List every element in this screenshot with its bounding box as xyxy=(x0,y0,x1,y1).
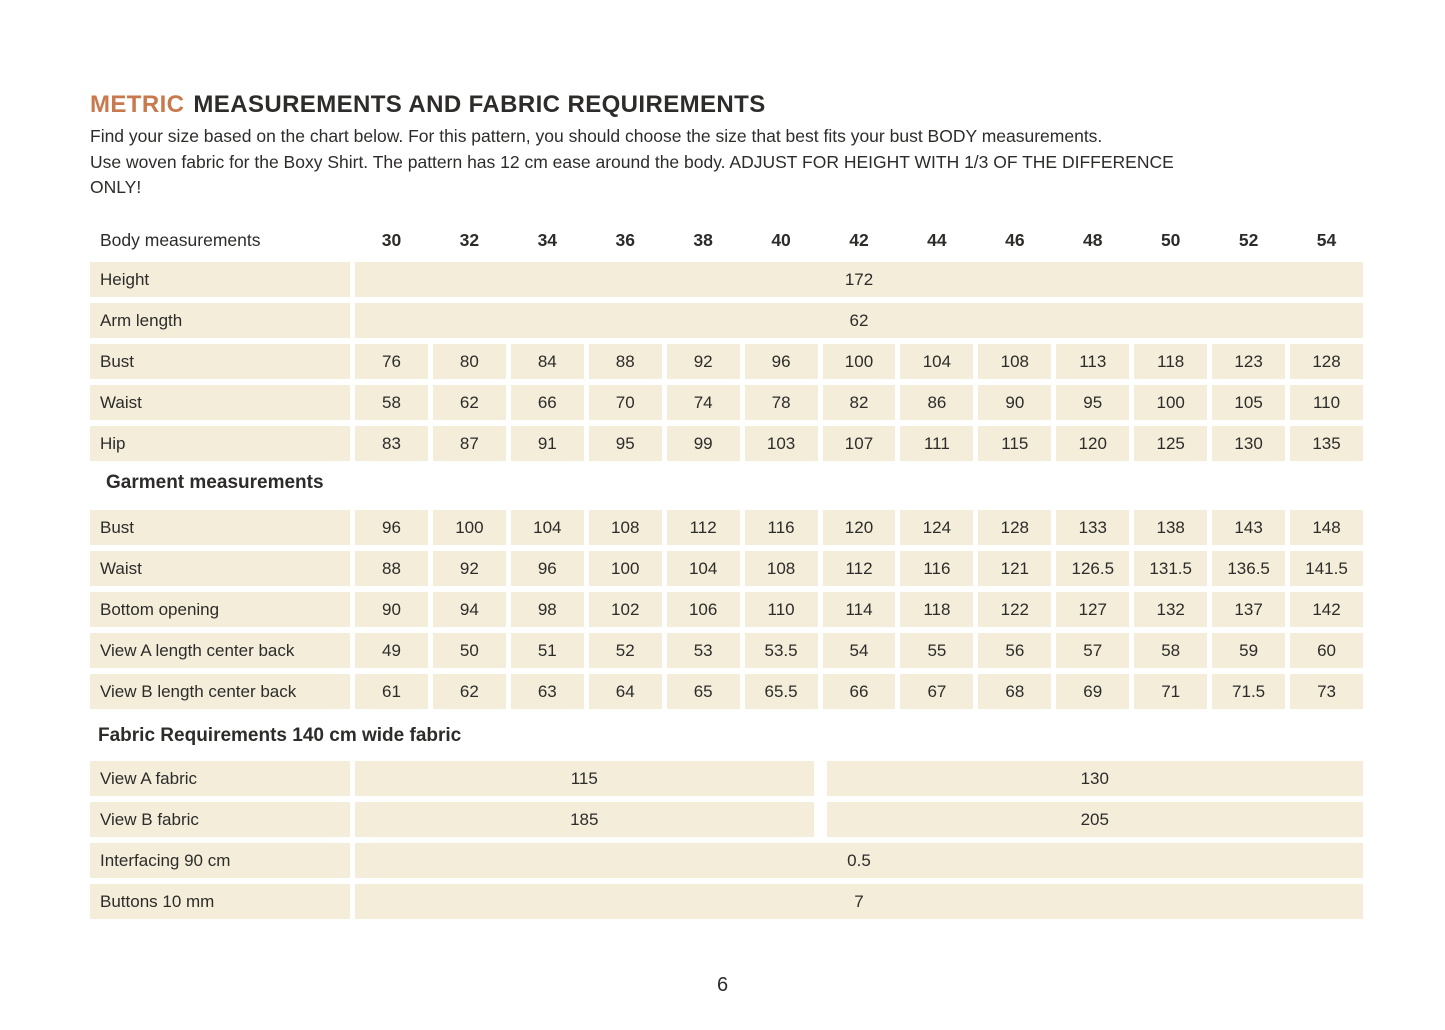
value-cell: 130 xyxy=(1212,426,1285,461)
header-label: Body measurements xyxy=(100,229,261,250)
merged-value-cell: 7 xyxy=(355,884,1363,919)
value-cell: 104 xyxy=(667,551,740,586)
value-cell: 148 xyxy=(1290,510,1363,545)
value-cell: 108 xyxy=(978,344,1051,379)
intro-paragraph xyxy=(90,124,1380,201)
value-cell: 102 xyxy=(589,592,662,627)
value-cell: 142 xyxy=(1290,592,1363,627)
value-cell: 104 xyxy=(900,344,973,379)
value-cell: 58 xyxy=(1134,633,1207,668)
value-cell: 116 xyxy=(745,510,818,545)
value-cell: 143 xyxy=(1212,510,1285,545)
value-cell: 96 xyxy=(511,551,584,586)
value-cell: 65 xyxy=(667,674,740,709)
value-cell: 59 xyxy=(1212,633,1285,668)
value-cell: 141.5 xyxy=(1290,551,1363,586)
merged-value-cell: 0.5 xyxy=(355,843,1363,878)
value-cell: 74 xyxy=(667,385,740,420)
value-cell: 118 xyxy=(1134,344,1207,379)
value-cell: 73 xyxy=(1290,674,1363,709)
value-cell: 63 xyxy=(511,674,584,709)
value-cell: 113 xyxy=(1056,344,1129,379)
value-cell: 118 xyxy=(900,592,973,627)
merged-value-cell: 205 xyxy=(827,802,1363,837)
row-label: View A fabric xyxy=(90,761,350,796)
size-column-header: 36 xyxy=(615,229,635,250)
value-cell: 90 xyxy=(978,385,1051,420)
value-cell: 96 xyxy=(745,344,818,379)
value-cell: 96 xyxy=(355,510,428,545)
value-cell: 92 xyxy=(433,551,506,586)
value-cell: 62 xyxy=(433,674,506,709)
value-cell: 53.5 xyxy=(745,633,818,668)
value-cell: 84 xyxy=(511,344,584,379)
merged-value-cell: 185 xyxy=(355,802,814,837)
value-cell: 110 xyxy=(1290,385,1363,420)
value-cell: 66 xyxy=(511,385,584,420)
value-cell: 135 xyxy=(1290,426,1363,461)
value-cell: 104 xyxy=(511,510,584,545)
value-cell: 111 xyxy=(900,426,973,461)
intro-line: Find your size based on the chart below. For this pattern, you should choose the size that best fits your bust BODY measurements. xyxy=(90,126,1103,146)
value-cell: 71.5 xyxy=(1212,674,1285,709)
row-label: Arm length xyxy=(90,303,350,338)
value-cell: 99 xyxy=(667,426,740,461)
value-cell: 68 xyxy=(978,674,1051,709)
value-cell: 114 xyxy=(823,592,896,627)
size-column-header: 38 xyxy=(693,229,713,250)
row-label: Hip xyxy=(90,426,350,461)
value-cell: 115 xyxy=(978,426,1051,461)
size-column-header: 42 xyxy=(849,229,869,250)
value-cell: 100 xyxy=(823,344,896,379)
merged-value-cell: 130 xyxy=(827,761,1363,796)
value-cell: 108 xyxy=(745,551,818,586)
title-highlight: METRIC xyxy=(90,91,185,118)
value-cell: 87 xyxy=(433,426,506,461)
value-cell: 58 xyxy=(355,385,428,420)
value-cell: 100 xyxy=(589,551,662,586)
size-column-header: 46 xyxy=(1005,229,1025,250)
value-cell: 132 xyxy=(1134,592,1207,627)
row-label: Buttons 10 mm xyxy=(90,884,350,919)
value-cell: 137 xyxy=(1212,592,1285,627)
value-cell: 70 xyxy=(589,385,662,420)
size-column-header: 52 xyxy=(1238,229,1259,250)
value-cell: 49 xyxy=(355,633,428,668)
size-column-header: 48 xyxy=(1083,229,1103,250)
value-cell: 76 xyxy=(355,344,428,379)
value-cell: 126.5 xyxy=(1056,551,1129,586)
value-cell: 116 xyxy=(900,551,973,586)
row-label: Interfacing 90 cm xyxy=(90,843,350,878)
value-cell: 80 xyxy=(433,344,506,379)
value-cell: 100 xyxy=(433,510,506,545)
value-cell: 66 xyxy=(823,674,896,709)
row-label: Height xyxy=(90,262,350,297)
value-cell: 64 xyxy=(589,674,662,709)
value-cell: 57 xyxy=(1056,633,1129,668)
size-column-header: 34 xyxy=(537,229,558,250)
section-heading-fabric: Fabric Requirements 140 cm wide fabric xyxy=(98,725,462,746)
body-measurements-grid xyxy=(90,262,1363,461)
value-cell: 83 xyxy=(355,426,428,461)
value-cell: 127 xyxy=(1056,592,1129,627)
value-cell: 78 xyxy=(745,385,818,420)
value-cell: 108 xyxy=(589,510,662,545)
intro-line: Use woven fabric for the Boxy Shirt. The pattern has 12 cm ease around the body. ADJUST FOR HEIGHT WITH 1/3 OF THE DIFFERENCE xyxy=(90,151,1174,172)
value-cell: 71 xyxy=(1134,674,1207,709)
value-cell: 98 xyxy=(511,592,584,627)
row-label: Waist xyxy=(90,385,350,420)
value-cell: 91 xyxy=(511,426,584,461)
garment-measurements-grid xyxy=(90,510,1363,709)
size-column-header: 32 xyxy=(459,229,480,250)
value-cell: 124 xyxy=(900,510,973,545)
size-column-header: 30 xyxy=(381,229,402,250)
page-title xyxy=(90,91,766,119)
value-cell: 62 xyxy=(433,385,506,420)
fabric-requirements-grid xyxy=(90,761,1363,919)
value-cell: 112 xyxy=(823,551,896,586)
value-cell: 131.5 xyxy=(1134,551,1207,586)
value-cell: 125 xyxy=(1134,426,1207,461)
value-cell: 82 xyxy=(823,385,896,420)
row-label: View B length center back xyxy=(90,674,350,709)
table-header-row xyxy=(90,226,1363,254)
value-cell: 51 xyxy=(511,633,584,668)
value-cell: 121 xyxy=(978,551,1051,586)
value-cell: 110 xyxy=(745,592,818,627)
size-column-header: 50 xyxy=(1160,229,1181,250)
row-label: View A length center back xyxy=(90,633,350,668)
title-text: MEASUREMENTS AND FABRIC REQUIREMENTS xyxy=(193,91,766,118)
value-cell: 86 xyxy=(900,385,973,420)
row-label: View B fabric xyxy=(90,802,350,837)
section-heading-garment: Garment measurements xyxy=(106,472,324,493)
value-cell: 65.5 xyxy=(745,674,818,709)
size-column-header: 54 xyxy=(1316,229,1337,250)
value-cell: 133 xyxy=(1056,510,1129,545)
value-cell: 90 xyxy=(355,592,428,627)
row-label: Bust xyxy=(90,344,350,379)
value-cell: 107 xyxy=(823,426,896,461)
value-cell: 55 xyxy=(900,633,973,668)
row-label: Bust xyxy=(90,510,350,545)
value-cell: 60 xyxy=(1290,633,1363,668)
merged-value-cell: 115 xyxy=(355,761,814,796)
value-cell: 53 xyxy=(667,633,740,668)
value-cell: 138 xyxy=(1134,510,1207,545)
row-label: Bottom opening xyxy=(90,592,350,627)
value-cell: 112 xyxy=(667,510,740,545)
intro-line: ONLY! xyxy=(90,177,142,197)
value-cell: 56 xyxy=(978,633,1051,668)
value-cell: 105 xyxy=(1212,385,1285,420)
value-cell: 95 xyxy=(1056,385,1129,420)
value-cell: 123 xyxy=(1212,344,1285,379)
value-cell: 88 xyxy=(355,551,428,586)
value-cell: 136.5 xyxy=(1212,551,1285,586)
value-cell: 94 xyxy=(433,592,506,627)
value-cell: 120 xyxy=(823,510,896,545)
value-cell: 100 xyxy=(1134,385,1207,420)
value-cell: 122 xyxy=(978,592,1051,627)
value-cell: 52 xyxy=(589,633,662,668)
value-cell: 128 xyxy=(978,510,1051,545)
value-cell: 92 xyxy=(667,344,740,379)
merged-value-cell: 172 xyxy=(355,262,1363,297)
value-cell: 128 xyxy=(1290,344,1363,379)
value-cell: 88 xyxy=(589,344,662,379)
value-cell: 106 xyxy=(667,592,740,627)
value-cell: 69 xyxy=(1056,674,1129,709)
size-column-header: 44 xyxy=(927,229,947,250)
size-column-header: 40 xyxy=(771,229,791,250)
value-cell: 50 xyxy=(433,633,506,668)
value-cell: 103 xyxy=(745,426,818,461)
value-cell: 95 xyxy=(589,426,662,461)
value-cell: 54 xyxy=(823,633,896,668)
value-cell: 67 xyxy=(900,674,973,709)
value-cell: 120 xyxy=(1056,426,1129,461)
merged-value-cell: 62 xyxy=(355,303,1363,338)
value-cell: 61 xyxy=(355,674,428,709)
row-label: Waist xyxy=(90,551,350,586)
page-number: 6 xyxy=(716,974,729,996)
